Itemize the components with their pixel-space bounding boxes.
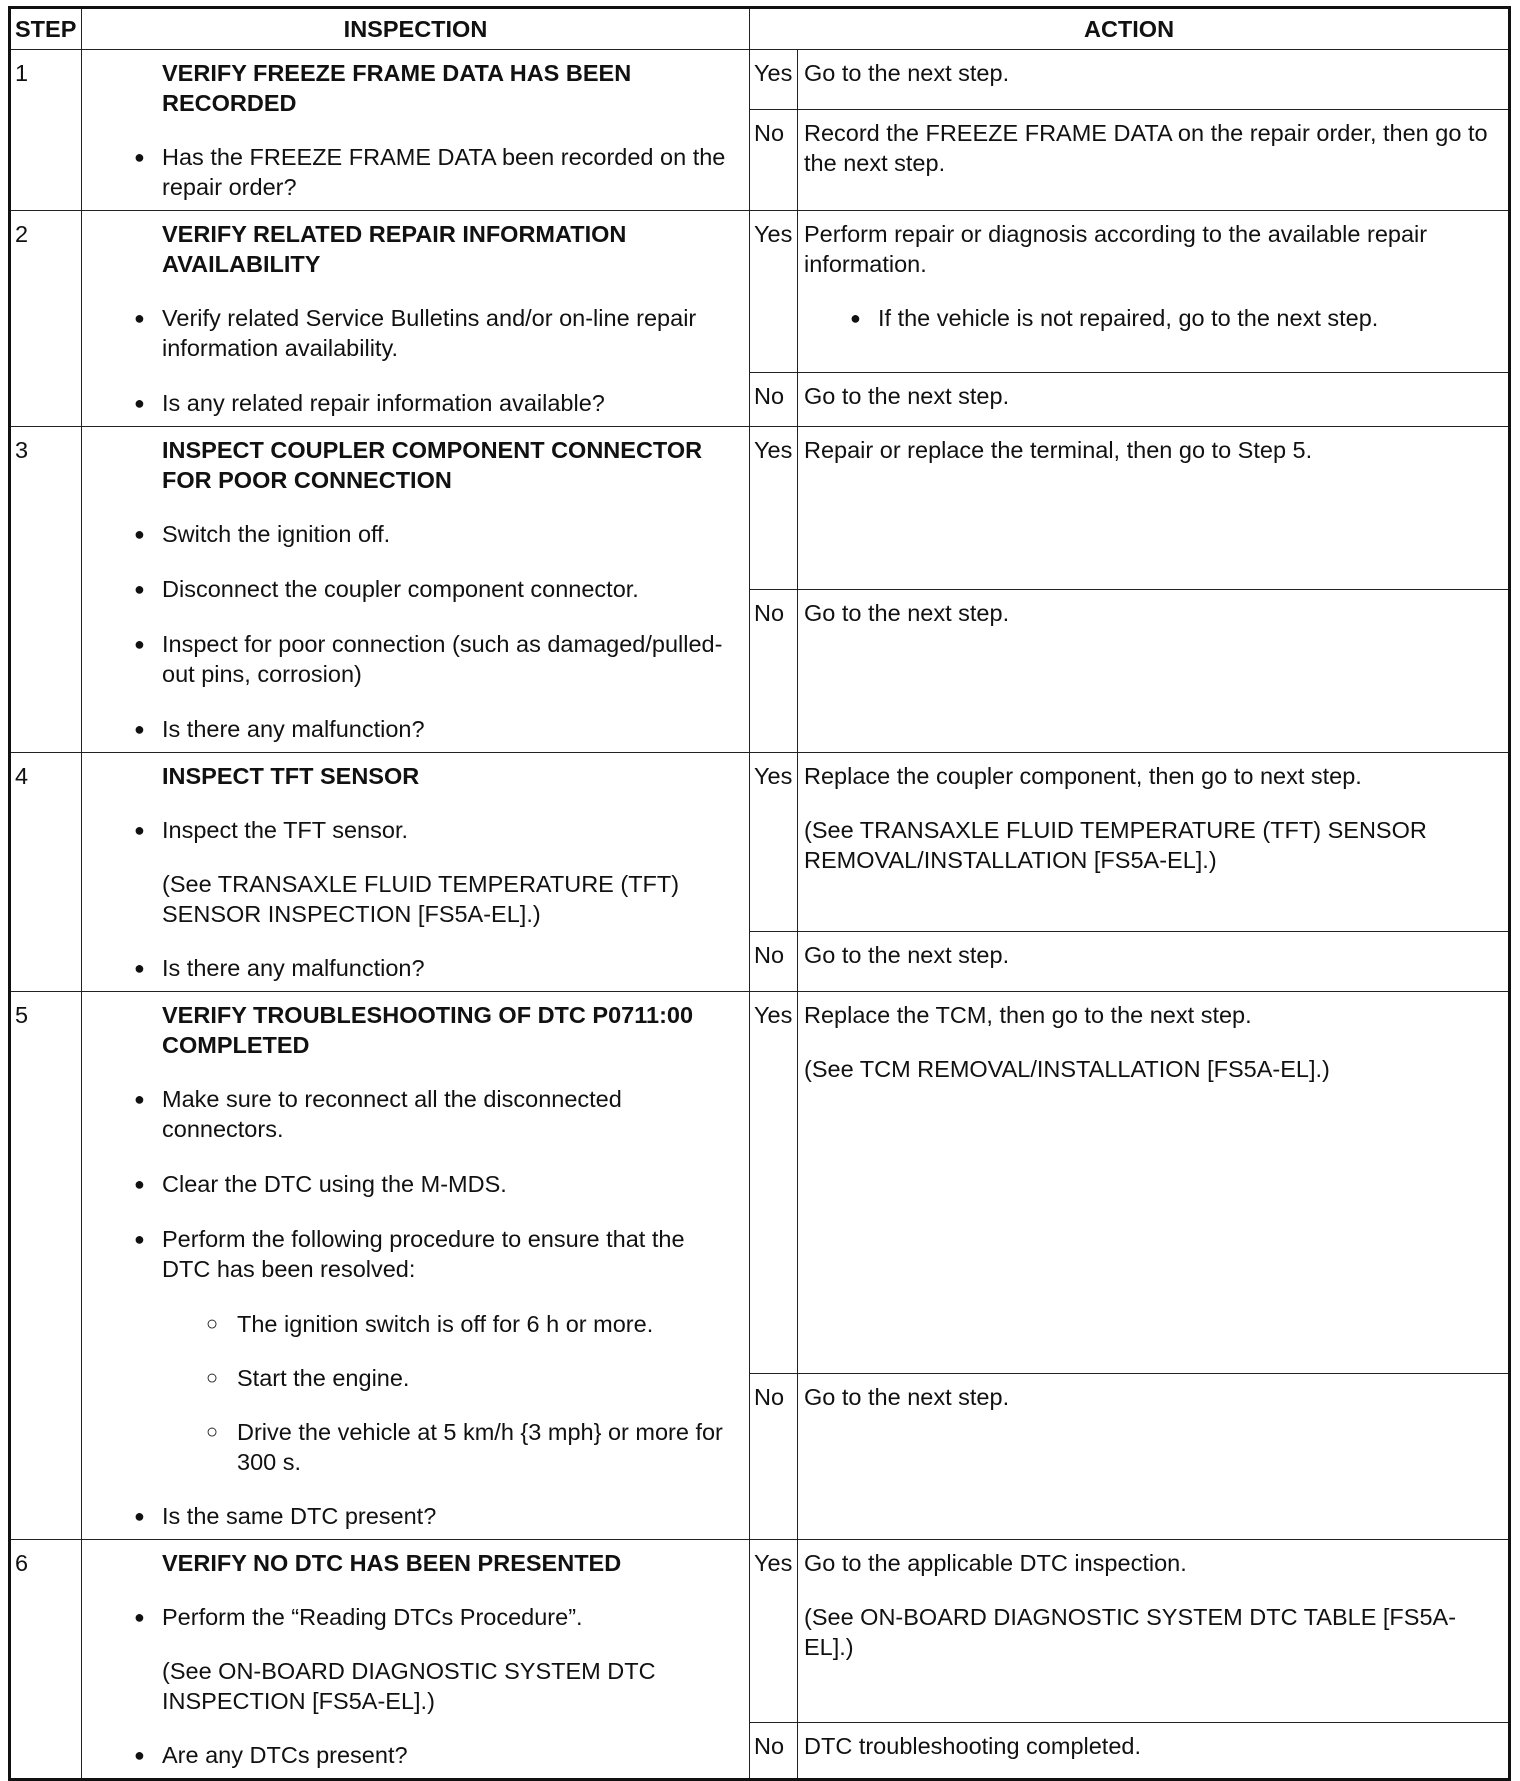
action-text: Replace the TCM, then go to the next step. bbox=[804, 1002, 1252, 1028]
bullet-item bbox=[82, 519, 739, 549]
inspection-header: INSPECTION bbox=[82, 8, 750, 50]
bullet-item bbox=[82, 629, 739, 689]
bullet-item bbox=[82, 142, 739, 202]
yes-label: Yes bbox=[750, 992, 798, 1374]
no-label: No bbox=[750, 109, 798, 210]
bullet-text: Are any DTCs present? bbox=[162, 1742, 408, 1768]
yes-action bbox=[798, 1540, 1510, 1723]
action-text: Record the FREEZE FRAME DATA on the repair order, then go to the next step. bbox=[804, 119, 1488, 176]
sub-bullet-text: Start the engine. bbox=[237, 1365, 410, 1391]
inspection-table bbox=[8, 6, 1511, 1781]
step-title: VERIFY TROUBLESHOOTING OF DTC P0711:00 COMPLETED bbox=[162, 1002, 694, 1058]
no-label: No bbox=[750, 931, 798, 991]
sub-bullet-ring-icon: ○ bbox=[206, 1367, 219, 1389]
bullet-dot-icon: ● bbox=[134, 1745, 145, 1765]
action-reference: (See TRANSAXLE FLUID TEMPERATURE (TFT) SENSOR REMOVAL/INSTALLATION [FS5A-EL].) bbox=[804, 817, 1427, 873]
inspection-cell bbox=[82, 1540, 750, 1780]
sub-bullet-text: Drive the vehicle at 5 km/h {3 mph} or more for 300 s. bbox=[237, 1419, 723, 1475]
bullet-text: Inspect the TFT sensor. bbox=[162, 817, 409, 843]
bullet-text: Is any related repair information available? bbox=[162, 390, 605, 416]
action-text: Go to the next step. bbox=[804, 382, 1010, 409]
bullet-dot-icon: ● bbox=[134, 820, 145, 840]
action-text: Go to the next step. bbox=[804, 60, 1010, 86]
no-label: No bbox=[750, 590, 798, 753]
step-title: VERIFY NO DTC HAS BEEN PRESENTED bbox=[162, 1550, 622, 1576]
sub-bullet-item bbox=[82, 1363, 739, 1393]
action-bullet bbox=[804, 303, 1494, 333]
bullet-text: Is there any malfunction? bbox=[162, 716, 425, 742]
sub-bullet-ring-icon: ○ bbox=[206, 1313, 219, 1335]
bullet-dot-icon: ● bbox=[134, 719, 145, 739]
inspection-cell bbox=[82, 211, 750, 427]
bullet-item bbox=[82, 1740, 739, 1770]
bullet-item bbox=[82, 1602, 739, 1632]
bullet-dot-icon: ● bbox=[134, 308, 145, 328]
reference-note: (See ON-BOARD DIAGNOSTIC SYSTEM DTC INSPECTION [FS5A-EL].) bbox=[162, 1658, 656, 1714]
action-reference: (See TCM REMOVAL/INSTALLATION [FS5A-EL].) bbox=[804, 1056, 1330, 1082]
yes-label: Yes bbox=[750, 753, 798, 932]
step-title: VERIFY FREEZE FRAME DATA HAS BEEN RECORDED bbox=[162, 60, 632, 116]
step-number: 2 bbox=[10, 211, 82, 427]
yes-label: Yes bbox=[750, 211, 798, 373]
no-label: No bbox=[750, 1373, 798, 1539]
no-label: No bbox=[750, 1722, 798, 1779]
no-label: No bbox=[750, 372, 798, 426]
action-text: Go to the next step. bbox=[804, 941, 1010, 968]
step-row-yes bbox=[10, 50, 1510, 110]
inspection-cell bbox=[82, 50, 750, 211]
bullet-dot-icon: ● bbox=[134, 634, 145, 654]
action-reference: (See ON-BOARD DIAGNOSTIC SYSTEM DTC TABLE [FS5A-EL].) bbox=[804, 1604, 1457, 1660]
step-row-yes bbox=[10, 992, 1510, 1374]
reference-note: (See TRANSAXLE FLUID TEMPERATURE (TFT) SENSOR INSPECTION [FS5A-EL].) bbox=[162, 871, 680, 927]
no-action bbox=[798, 109, 1510, 210]
yes-action bbox=[798, 992, 1510, 1374]
step-row-yes bbox=[10, 211, 1510, 373]
inspection-cell bbox=[82, 427, 750, 753]
no-action bbox=[798, 1373, 1510, 1539]
inspection-cell bbox=[82, 753, 750, 992]
step-title: INSPECT TFT SENSOR bbox=[162, 763, 420, 789]
bullet-item bbox=[82, 574, 739, 604]
yes-label: Yes bbox=[750, 1540, 798, 1723]
header-row bbox=[10, 8, 1510, 50]
yes-action bbox=[798, 427, 1510, 590]
sub-bullet-text: The ignition switch is off for 6 h or more. bbox=[237, 1311, 654, 1337]
bullet-text: Inspect for poor connection (such as damaged/pulled-out pins, corrosion) bbox=[162, 631, 723, 687]
bullet-dot-icon: ● bbox=[134, 1607, 145, 1627]
sub-bullet-item bbox=[82, 1309, 739, 1339]
no-action bbox=[798, 590, 1510, 753]
step-number: 1 bbox=[10, 50, 82, 211]
bullet-item bbox=[82, 1084, 739, 1144]
step-number: 5 bbox=[10, 992, 82, 1540]
bullet-item bbox=[82, 714, 739, 744]
no-action bbox=[798, 931, 1510, 991]
step-row-yes bbox=[10, 427, 1510, 590]
no-action bbox=[798, 372, 1510, 426]
step-number: 6 bbox=[10, 1540, 82, 1780]
bullet-text: Is there any malfunction? bbox=[162, 955, 425, 981]
bullet-text: Perform the following procedure to ensure that the DTC has been resolved: bbox=[162, 1226, 685, 1282]
yes-action bbox=[798, 211, 1510, 373]
bullet-dot-icon: ● bbox=[134, 1229, 145, 1249]
bullet-item bbox=[82, 1224, 739, 1284]
bullet-dot-icon: ● bbox=[134, 579, 145, 599]
step-number: 3 bbox=[10, 427, 82, 753]
bullet-dot-icon: ● bbox=[134, 1506, 145, 1526]
yes-action bbox=[798, 753, 1510, 932]
bullet-dot-icon: ● bbox=[134, 958, 145, 978]
action-text: Go to the next step. bbox=[804, 1383, 1010, 1410]
bullet-dot-icon: ● bbox=[134, 1089, 145, 1109]
action-bullet-text: If the vehicle is not repaired, go to the next step. bbox=[878, 305, 1379, 331]
bullet-text: Verify related Service Bulletins and/or on-line repair information availability. bbox=[162, 305, 697, 361]
step-header: STEP bbox=[10, 8, 82, 50]
bullet-dot-icon: ● bbox=[134, 393, 145, 413]
action-text: Go to the applicable DTC inspection. bbox=[804, 1550, 1187, 1576]
sub-bullet-ring-icon: ○ bbox=[206, 1421, 219, 1443]
step-title: INSPECT COUPLER COMPONENT CONNECTOR FOR POOR CONNECTION bbox=[162, 437, 703, 493]
bullet-item bbox=[82, 388, 739, 418]
action-text: Go to the next step. bbox=[804, 600, 1010, 626]
bullet-dot-icon: ● bbox=[850, 308, 861, 328]
bullet-text: Disconnect the coupler component connector. bbox=[162, 576, 639, 602]
inspection-cell bbox=[82, 992, 750, 1540]
sub-bullet-item bbox=[82, 1417, 739, 1477]
step-row-yes bbox=[10, 1540, 1510, 1723]
bullet-item bbox=[82, 1169, 739, 1199]
bullet-text: Has the FREEZE FRAME DATA been recorded on the repair order? bbox=[162, 144, 726, 200]
bullet-item bbox=[82, 953, 739, 983]
bullet-text: Perform the “Reading DTCs Procedure”. bbox=[162, 1604, 583, 1630]
step-number: 4 bbox=[10, 753, 82, 992]
action-text: Perform repair or diagnosis according to the available repair information. bbox=[804, 221, 1428, 277]
yes-label: Yes bbox=[750, 50, 798, 110]
bullet-text: Is the same DTC present? bbox=[162, 1503, 437, 1529]
bullet-text: Switch the ignition off. bbox=[162, 521, 391, 547]
step-title: VERIFY RELATED REPAIR INFORMATION AVAILABILITY bbox=[162, 221, 627, 277]
bullet-item bbox=[82, 303, 739, 363]
action-text: Repair or replace the terminal, then go to Step 5. bbox=[804, 437, 1313, 463]
bullet-item bbox=[82, 1501, 739, 1531]
yes-action bbox=[798, 50, 1510, 110]
no-action bbox=[798, 1722, 1510, 1779]
bullet-dot-icon: ● bbox=[134, 147, 145, 167]
bullet-item bbox=[82, 815, 739, 845]
bullet-dot-icon: ● bbox=[134, 1174, 145, 1194]
yes-label: Yes bbox=[750, 427, 798, 590]
bullet-dot-icon: ● bbox=[134, 524, 145, 544]
bullet-text: Clear the DTC using the M-MDS. bbox=[162, 1171, 507, 1197]
action-text: DTC troubleshooting completed. bbox=[804, 1732, 1142, 1759]
action-text: Replace the coupler component, then go to next step. bbox=[804, 763, 1362, 789]
action-header: ACTION bbox=[750, 8, 1510, 50]
bullet-text: Make sure to reconnect all the disconnected connectors. bbox=[162, 1086, 622, 1142]
step-row-yes bbox=[10, 753, 1510, 932]
